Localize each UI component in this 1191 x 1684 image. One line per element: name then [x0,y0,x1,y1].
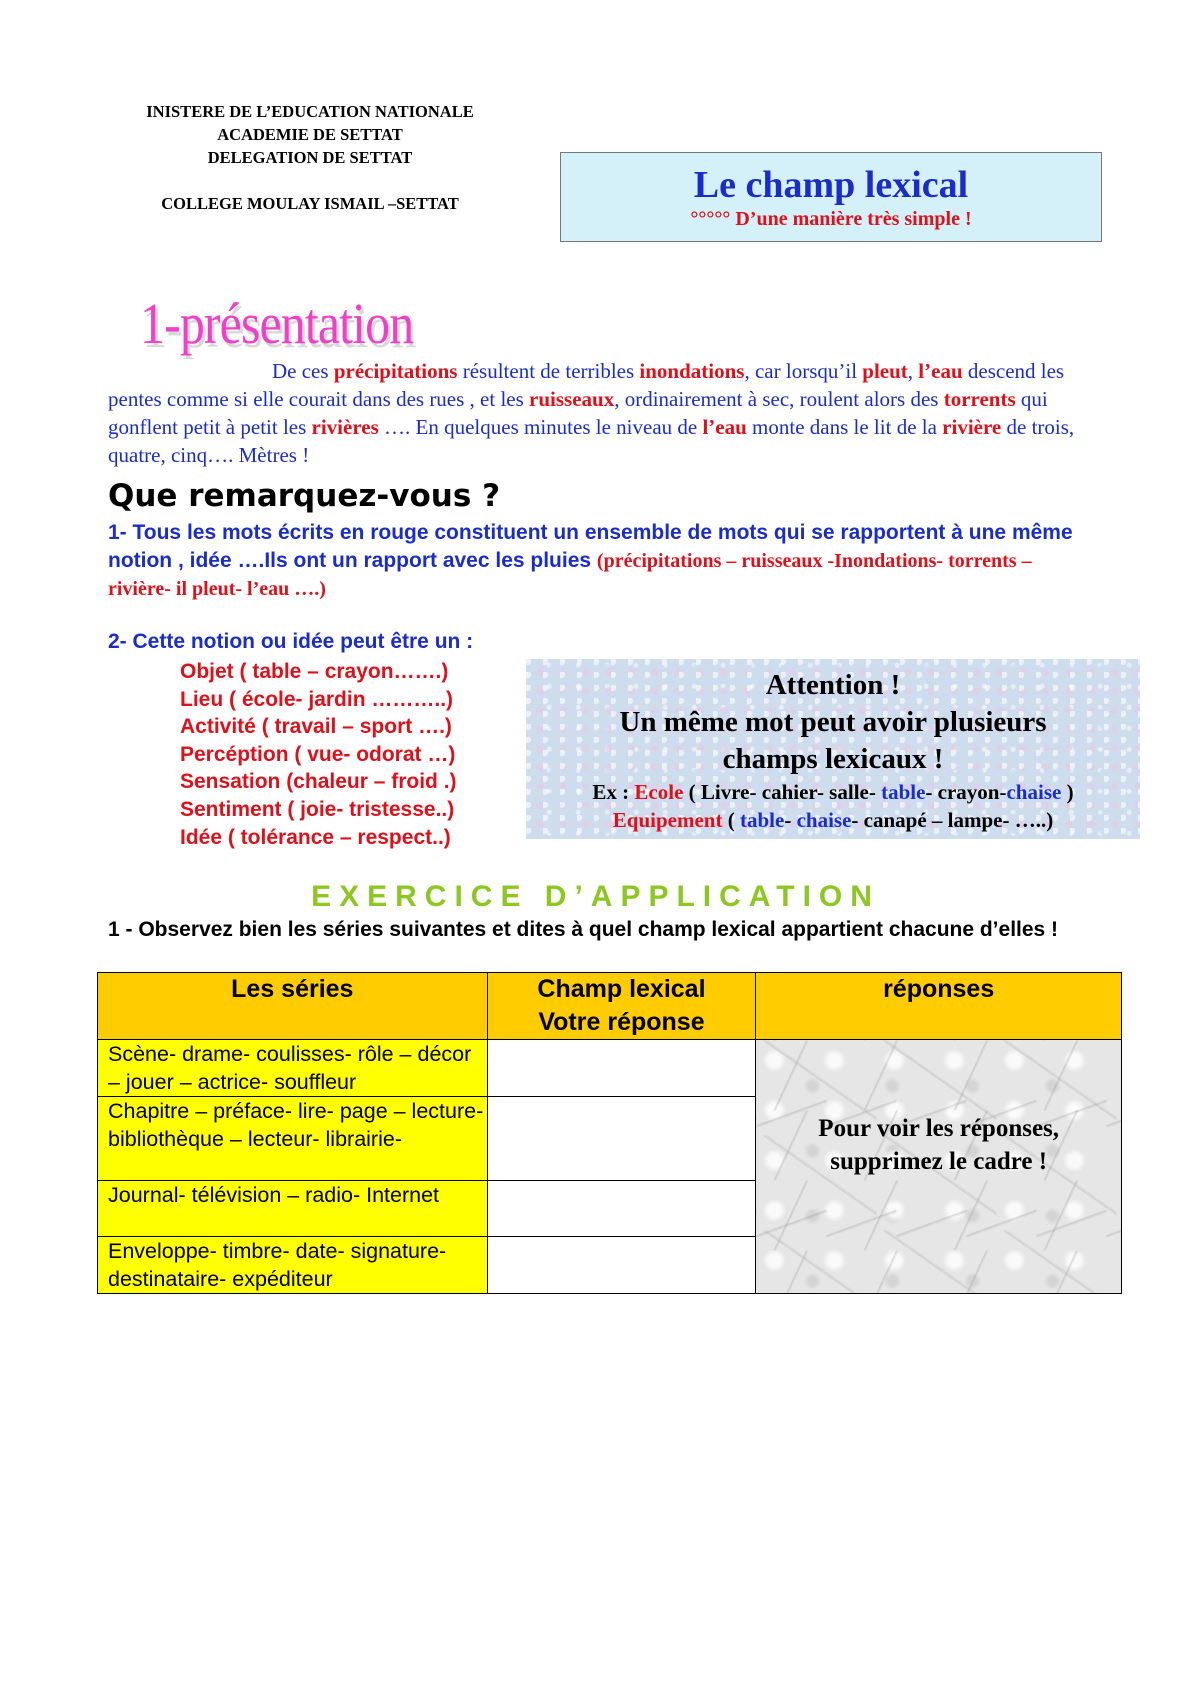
mask-text-line: Pour voir les réponses, [818,1115,1060,1142]
example-text: ( Livre- cahier- salle- [683,780,882,804]
series-cell: Chapitre – préface- lire- page – lecture- bibliothèque – lecteur- librairie- [98,1097,488,1181]
presentation-paragraph [108,357,1083,469]
series-cell: Journal- télévision – radio- Internet [98,1181,488,1237]
series-cell: Enveloppe- timbre- date- signature- destinataire- expéditeur [98,1237,488,1294]
notion-item: Lieu ( école- jardin ………..) [180,687,454,711]
table-header-row [98,973,1122,1040]
para-text: , ordinairement à sec, roulent alors des [614,387,944,411]
para-text: résultent de terribles [457,359,640,383]
col-header-line: Champ lexical [537,975,706,1003]
para-text: qui gonflent petit à petit les [108,387,1048,439]
red-word: rivière [942,415,1002,439]
para-text: de trois, quatre, cinq…. Mètres ! [108,415,1075,467]
exercise-heading: EXERCICE D’APPLICATION [311,880,880,913]
red-word: ruisseaux [529,387,615,411]
example-word-chaise: chaise [1006,780,1062,804]
red-word: inondations [639,359,745,383]
example-text: ) [1061,780,1074,804]
answer-input-cell[interactable] [487,1181,756,1237]
answer-input-cell[interactable] [487,1040,756,1097]
notion-list [180,658,457,851]
example-word-table: table [881,780,926,804]
title-box [560,152,1102,242]
notion-item: Objet ( table – crayon…….) [180,660,449,683]
example-word-equipement: Equipement [612,808,723,832]
para-text: De ces [272,359,334,383]
red-word: torrents [943,387,1016,411]
series-table [97,972,1122,1294]
page-subtitle: °°°°° D’une manière très simple ! [690,208,972,230]
attention-line-3: champs lexicaux ! [722,743,944,775]
answers-mask-frame[interactable] [756,1040,1122,1294]
header-college: COLLEGE MOULAY ISMAIL –SETTAT [161,194,459,213]
answer-input-cell[interactable] [487,1097,756,1181]
page-title: Le champ lexical [693,164,969,206]
red-word: précipitations [333,359,458,383]
attention-box [526,659,1140,839]
para-text: …. En quelques minutes le niveau de [378,415,703,439]
notion-item: Percéption ( vue- odorat …) [180,742,456,766]
red-word: l’eau [702,415,747,439]
section-heading-presentation: 1-présentation [140,291,414,356]
example-text: - [784,808,797,832]
col-header-lexical-field [487,973,756,1040]
header-ministry: INISTERE DE L’EDUCATION NATIONALE [146,102,474,121]
attention-line-2: Un même mot peut avoir plusieurs [619,706,1047,738]
para-text: , [907,359,919,383]
col-header-answers: réponses [756,973,1122,1040]
notion-item: Activité ( travail – sport ….) [180,715,452,739]
para-text: , car lorsqu’il [744,359,863,383]
example-text: - canapé – lampe- …..) [851,808,1054,832]
mask-text-line: supprimez le cadre ! [830,1148,1048,1175]
answer-input-cell[interactable] [487,1237,756,1294]
exercise-instruction: 1 - Observez bien les séries suivantes et dites à quel champ lexical appartient chacune d’elles ! [108,918,1059,941]
notion-item: Sentiment ( joie- tristesse..) [180,797,455,821]
header-delegation: DELEGATION DE SETTAT [207,148,413,167]
statement-1 [108,519,1093,603]
para-text: descend les pentes comme si elle courait dans des rues , et les [108,359,1065,411]
example-word-chaise: chaise [796,808,852,832]
series-cell: Scène- drame- coulisses- rôle – décor – jouer – actrice- souffleur [98,1040,488,1097]
attention-example-2 [526,806,1140,834]
notion-item: Sensation (chaleur – froid .) [180,770,457,794]
table-row [98,1040,1122,1097]
red-word: pleut [862,359,908,383]
statement-1-examples: (précipitations – ruisseaux -Inondations- torrents – rivière- il pleut- l’eau ….) [108,550,1032,600]
red-word: l’eau [918,359,963,383]
col-header-series: Les séries [98,973,488,1040]
example-text: - crayon- [925,780,1007,804]
question-heading: Que remarquez-vous ? [108,478,501,514]
attention-example-1 [526,778,1140,806]
statement-1-text: 1- Tous les mots écrits en rouge constituent un ensemble de mots qui se rapportent à une même notion , idée ….Ils ont un rapport avec les pluies [108,521,1073,572]
attention-title: Attention ! [765,669,901,701]
example-word-table: table [739,808,785,832]
example-prefix: Ex : [592,780,635,804]
example-word-ecole: Ecole [634,780,684,804]
statement-2: 2- Cette notion ou idée peut être un : [108,630,474,653]
red-word: rivières [311,415,379,439]
para-text: monte dans le lit de la [746,415,943,439]
notion-item: Idée ( tolérance – respect..) [180,825,451,849]
example-text: ( [722,808,740,832]
header-academy: ACADEMIE DE SETTAT [217,125,403,144]
col-header-line: Votre réponse [538,1008,705,1036]
